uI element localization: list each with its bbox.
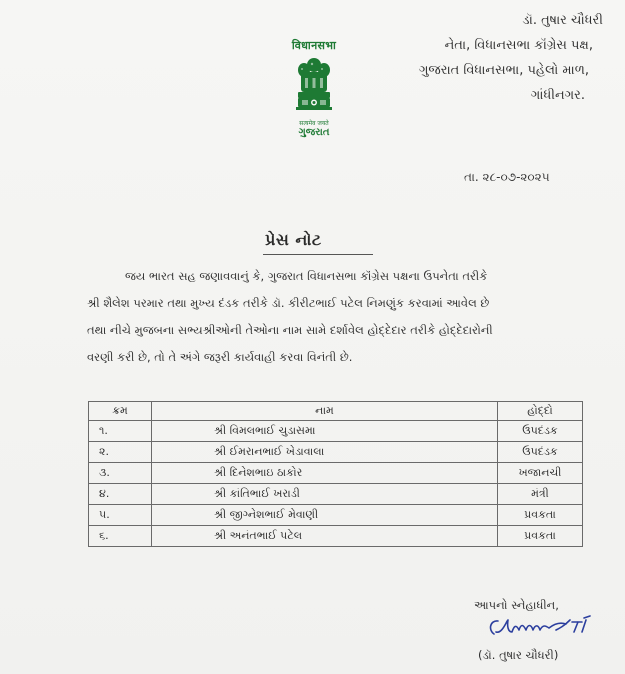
sender-address-block: [419, 8, 603, 108]
table-row: [89, 484, 583, 505]
handwritten-signature-icon: [486, 612, 598, 642]
row-serial: ૪.: [89, 484, 152, 505]
emblem-top-text: विधानसभा: [291, 39, 337, 52]
header-name: નામ: [152, 402, 498, 421]
body-line-1: જય ભારત સહ જણાવવાનું કે, ગુજરાત વિધાનસભા કૉંગ્રેસ પક્ષના ઉપનેતા તરીકે: [125, 269, 488, 283]
row-post: ખજાનચી: [498, 463, 583, 484]
office-bearers-table: [88, 401, 583, 547]
header-serial: ક્રમ: [89, 402, 152, 421]
sender-post: નેતા, વિધાનસભા કૉંગ્રેસ પક્ષ,: [444, 38, 593, 53]
lion-capital-emblem-icon: [292, 56, 336, 118]
row-serial: ૨.: [89, 442, 152, 463]
row-name: શ્રી ઈમરાનભાઈ ખેડાવાલા: [152, 442, 498, 463]
row-post: ઉપદંડક: [498, 442, 583, 463]
row-serial: ૧.: [89, 421, 152, 442]
assembly-emblem-block: [276, 38, 352, 138]
row-name: શ્રી દિનેશભાઇ ઠાકોર: [152, 463, 498, 484]
row-serial: ૫.: [89, 505, 152, 526]
row-serial: ૩.: [89, 463, 152, 484]
row-name: શ્રી જીગ્નેશભાઈ મેવાણી: [152, 505, 498, 526]
table-row: [89, 526, 583, 547]
row-post: મંત્રી: [498, 484, 583, 505]
body-line-4: વરણી કરી છે, તો તે અંગે જરૂરી કાર્યવાહી કરવા વિનંતી છે.: [87, 350, 353, 364]
table-row: [89, 463, 583, 484]
row-post: ઉપદંડક: [498, 421, 583, 442]
closing-salutation: આપનો સ્નેહાધીન,: [474, 598, 559, 612]
table-row: [89, 505, 583, 526]
row-serial: ૬.: [89, 526, 152, 547]
row-name: શ્રી કાંતિભાઈ ખરાડી: [152, 484, 498, 505]
row-post: પ્રવકતા: [498, 526, 583, 547]
sender-name: ડૉ. તુષાર ચૌધરી: [522, 13, 603, 28]
signatory-name: (ડૉ. તુષાર ચૌધરી): [478, 648, 559, 662]
row-name: શ્રી વિમલભાઈ ચુડાસમા: [152, 421, 498, 442]
body-line-3: તથા નીચે મુજબના સભ્યશ્રીઓની તેઓના નામ સામે દર્શાવેલ હોદ્દેદાર તરીકે હોદ્દેદારોની: [87, 323, 493, 337]
sender-address: ગુજરાત વિધાનસભા, પહેલો માળ,: [418, 63, 589, 78]
row-name: શ્રી અનંતભાઈ પટેલ: [152, 526, 498, 547]
table-row: [89, 442, 583, 463]
letter-date: તા. ૨૮-૦૭-૨૦૨૫: [464, 170, 550, 184]
table-header-row: [89, 402, 583, 421]
body-line-2: શ્રી શૈલેશ પરમાર તથા મુખ્ય દંડક તરીકે ડૉ. કીરીટભાઈ પટેલ નિમણુંક કરવામાં આવેલ છે: [87, 296, 490, 310]
press-note-title: પ્રેસ નોટ: [265, 230, 322, 249]
emblem-motto: सत्यमेव जयते: [299, 120, 329, 127]
sender-city: ગાંધીનગર.: [530, 88, 585, 103]
emblem-state-name: ગુજરાત: [298, 127, 330, 138]
header-post: હોદ્દો: [498, 402, 583, 421]
table-row: [89, 421, 583, 442]
press-note-body: [87, 263, 607, 371]
title-underline: [263, 254, 373, 255]
row-post: પ્રવકતા: [498, 505, 583, 526]
